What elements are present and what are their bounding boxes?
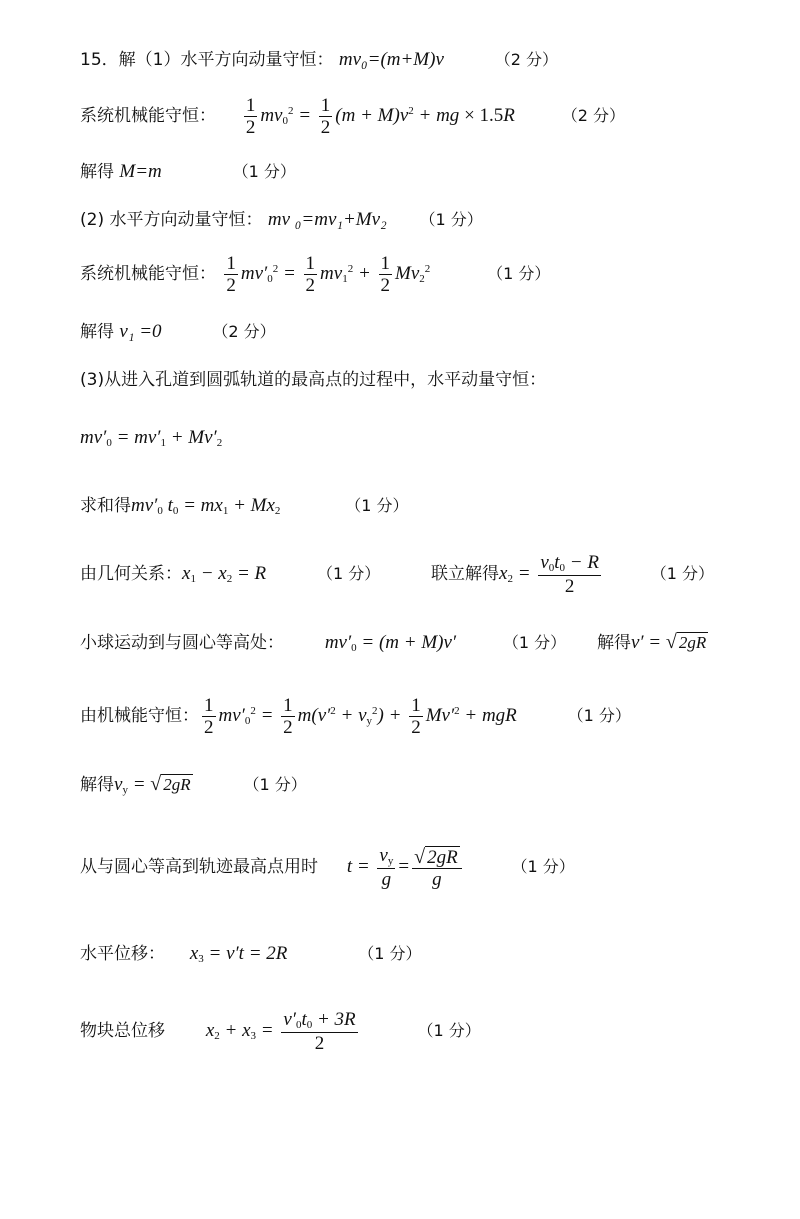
fraction-half: $\frac{1}{2}$ [204,695,214,738]
part3-text: (3)从进入孔道到圆弧轨道的最高点的过程中，水平动量守恒： [80,370,547,390]
fraction-vy-g: $\frac{v_y}{g}$ [379,845,394,890]
sqrt-2gR: √ 2gR [150,773,191,795]
q15-line1 [80,50,760,69]
energy-label-3: 由机械能守恒： [80,706,199,726]
score-9: （1 分） [345,496,409,515]
fraction-half: $\frac{1}{2}$ [320,95,331,138]
sum-label: 求和得 [80,496,131,516]
score-4: （1 分） [419,210,483,229]
result-line-2 [80,322,760,341]
fraction-half: $\frac{1}{2}$ [411,695,421,738]
geometry-label: 由几何关系： [80,564,182,584]
fraction-half: $\frac{1}{2}$ [283,695,293,738]
q15-header: 15．解（1）水平方向动量守恒： [80,50,334,70]
energy-line-2: 系统机械能守恒： $\frac{1}{2}$ $mv'_0^2$ = $\frac{1}{2}$ $mv_1^2$ + $\frac{1}{2}$ $Mv_2^2$ （1 分） [80,253,551,296]
result-label: 解得 [80,162,114,182]
time-label: 从与圆心等高到轨迹最高点用时 [80,857,318,877]
result-line-1 [80,162,760,181]
solve-label-2: 解得 [596,633,631,653]
fraction-half: $\frac{1}{2}$ [226,253,236,296]
energy-label-2: 系统机械能守恒： [80,264,216,284]
fraction-total: $\frac{v'_0t_0 + 3R}{2}$ [283,1009,356,1054]
time-line: 从与圆心等高到轨迹最高点用时 t = $\frac{v_y}{g}$ = $\frac{√ 2gR}{g}$ （1 分） [80,845,575,890]
part3-intro [80,372,760,389]
score-10a: （1 分） [316,564,381,583]
score-11: （1 分） [502,633,567,652]
total-label: 物块总位移 [80,1021,165,1041]
score-3: （1 分） [232,162,296,181]
score-10b: （1 分） [650,564,715,583]
vy-line: 解得$v_y$ = √ 2gR （1 分） [80,773,307,796]
energy-eq-1: $mv_0^2$ = [260,105,316,127]
fraction-sqrt-g: $\frac{√ 2gR}{g}$ [412,847,462,889]
score-12: （1 分） [567,706,631,725]
displacement-line: 水平位移： $x_3 = v't = 2R$ （1 分） [80,943,422,965]
score-16: （1 分） [417,1021,481,1040]
fraction-half: $\frac{1}{2}$ [380,253,391,296]
sqrt-2gR: √ 2gR [665,631,707,653]
displacement-label: 水平位移： [80,944,165,964]
fraction-x2: $\frac{v_0t_0 - R}{2}$ [540,552,599,597]
score-2: （2 分） [561,106,625,125]
result-eq-M: M=m [119,161,162,182]
momentum-line-2 [80,210,760,229]
vy-label: 解得 [80,775,114,795]
momentum-label-2: (2) 水平方向动量守恒： [80,210,263,230]
score-1: （2 分） [494,50,558,69]
score-15: （1 分） [358,944,422,963]
score-13: （1 分） [243,775,307,794]
energy-line-1: 系统机械能守恒： $\frac{1}{2}$ $mv_0^2$ = $\frac{1}{2}$ $(m + M)v^2$ + mg × 1.5R （2 分） [80,95,625,138]
result-eq-v1: v₁ =0 [119,321,162,342]
part3-momentum [80,428,760,449]
score-14: （1 分） [511,857,575,876]
energy-label-1: 系统机械能守恒： [80,106,216,126]
energy-line-3: 由机械能守恒： $\frac{1}{2}$ $mv'_0^2$ = $\frac{1}{2}$ $m(v'^2 + v_y^2)$ + $\frac{1}{2}$ $Mv'^2$ + mgR （1 分） [80,695,631,738]
total-displacement-line: 物块总位移 $x_2 + x_3$ = $\frac{v'_0t_0 + 3R}{2}$ （1 分） [80,1009,481,1054]
score-5: （1 分） [487,264,551,283]
sum-line: 求和得$mv'_0$ $t_0 = mx_1 + Mx_2$ （1 分） [80,495,409,517]
geometry-line: 由几何关系：$x_1 - x_2 = R$ （1 分） 联立解得$x_2$ = $\frac{v_0t_0 - R}{2}$ （1 分） [80,552,715,597]
fraction-half: $\frac{1}{2}$ [245,95,256,138]
fraction-half: $\frac{1}{2}$ [305,253,316,296]
level-line: 小球运动到与圆心等高处： $mv'_0 = (m + M)v'$ （1 分） 解得v′ = √ 2gR [80,631,707,654]
momentum-eq-3: $mv'_0 = mv'_1 + Mv'_2$ [80,427,223,449]
level-label: 小球运动到与圆心等高处： [80,633,284,653]
momentum-eq-2: mv ₀=mv₁+Mv₂ [267,209,387,230]
momentum-equation-1: mv₀=(m+M)v [338,49,444,70]
result-label-2: 解得 [80,322,114,342]
solve-label: 联立解得 [431,564,500,584]
score-6: （2 分） [212,322,276,341]
